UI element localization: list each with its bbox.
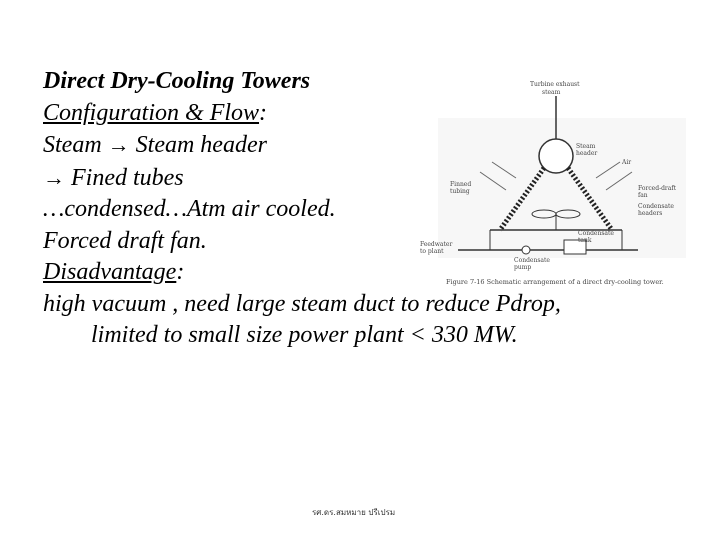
label-feedwater: Feedwater	[420, 241, 453, 248]
condensate-pump	[522, 246, 530, 254]
label-steam-header: Steam	[576, 143, 596, 150]
fan-line: Forced draft fan.	[43, 227, 207, 254]
footer-author: รศ.ดร.สมหมาย ปรีเปรม	[312, 508, 396, 517]
label-condensate-pump: Condensate	[514, 257, 550, 264]
disadvantage-text-1: high vacuum , need large steam duct to reduce Pdrop,	[43, 290, 561, 317]
label-finned-2: tubing	[450, 188, 470, 195]
dry-cooling-tower-schematic	[418, 78, 688, 296]
dry-cooling-tower-figure	[418, 78, 688, 296]
label-feedwater-2: to plant	[420, 248, 444, 255]
disadvantage-text-2: limited to small size power plant < 330 MW.	[91, 322, 518, 348]
figure-caption: Figure 7-16 Schematic arrangement of a direct dry-cooling tower.	[446, 278, 664, 286]
label-turbine-exhaust-2: steam	[542, 89, 561, 96]
config-label: Configuration & Flow	[43, 99, 260, 126]
fined-tubes-text: Fined tubes	[71, 164, 184, 191]
label-condensate-pump-2: pump	[514, 264, 532, 271]
label-condensate-tank: Condensate	[578, 230, 614, 237]
steam-text: Steam	[43, 132, 102, 158]
label-finned: Finned	[450, 181, 472, 188]
right-arrow-icon: →	[107, 132, 130, 157]
slide-title: Direct Dry-Cooling Towers	[43, 68, 311, 94]
steam-header-drum	[539, 139, 573, 173]
right-arrow-icon: →	[43, 164, 65, 190]
label-turbine-exhaust: Turbine exhaust	[530, 81, 580, 88]
steam-header-text: Steam header	[135, 132, 267, 158]
label-air: Air	[622, 159, 632, 166]
label-condensate-headers: Condensate	[638, 203, 674, 210]
disadvantage-label: Disadvantage	[43, 259, 177, 285]
condensed-line: …condensed…Atm air cooled.	[43, 196, 336, 222]
config-colon: :	[259, 99, 268, 126]
label-steam-header-2: header	[576, 150, 598, 157]
label-condensate-headers-2: headers	[638, 210, 663, 217]
label-condensate-tank-2: tank	[578, 237, 592, 244]
disadvantage-colon: :	[176, 259, 185, 285]
label-forced-draft: Forced-draft	[638, 185, 677, 192]
label-forced-draft-2: fan	[638, 192, 648, 199]
